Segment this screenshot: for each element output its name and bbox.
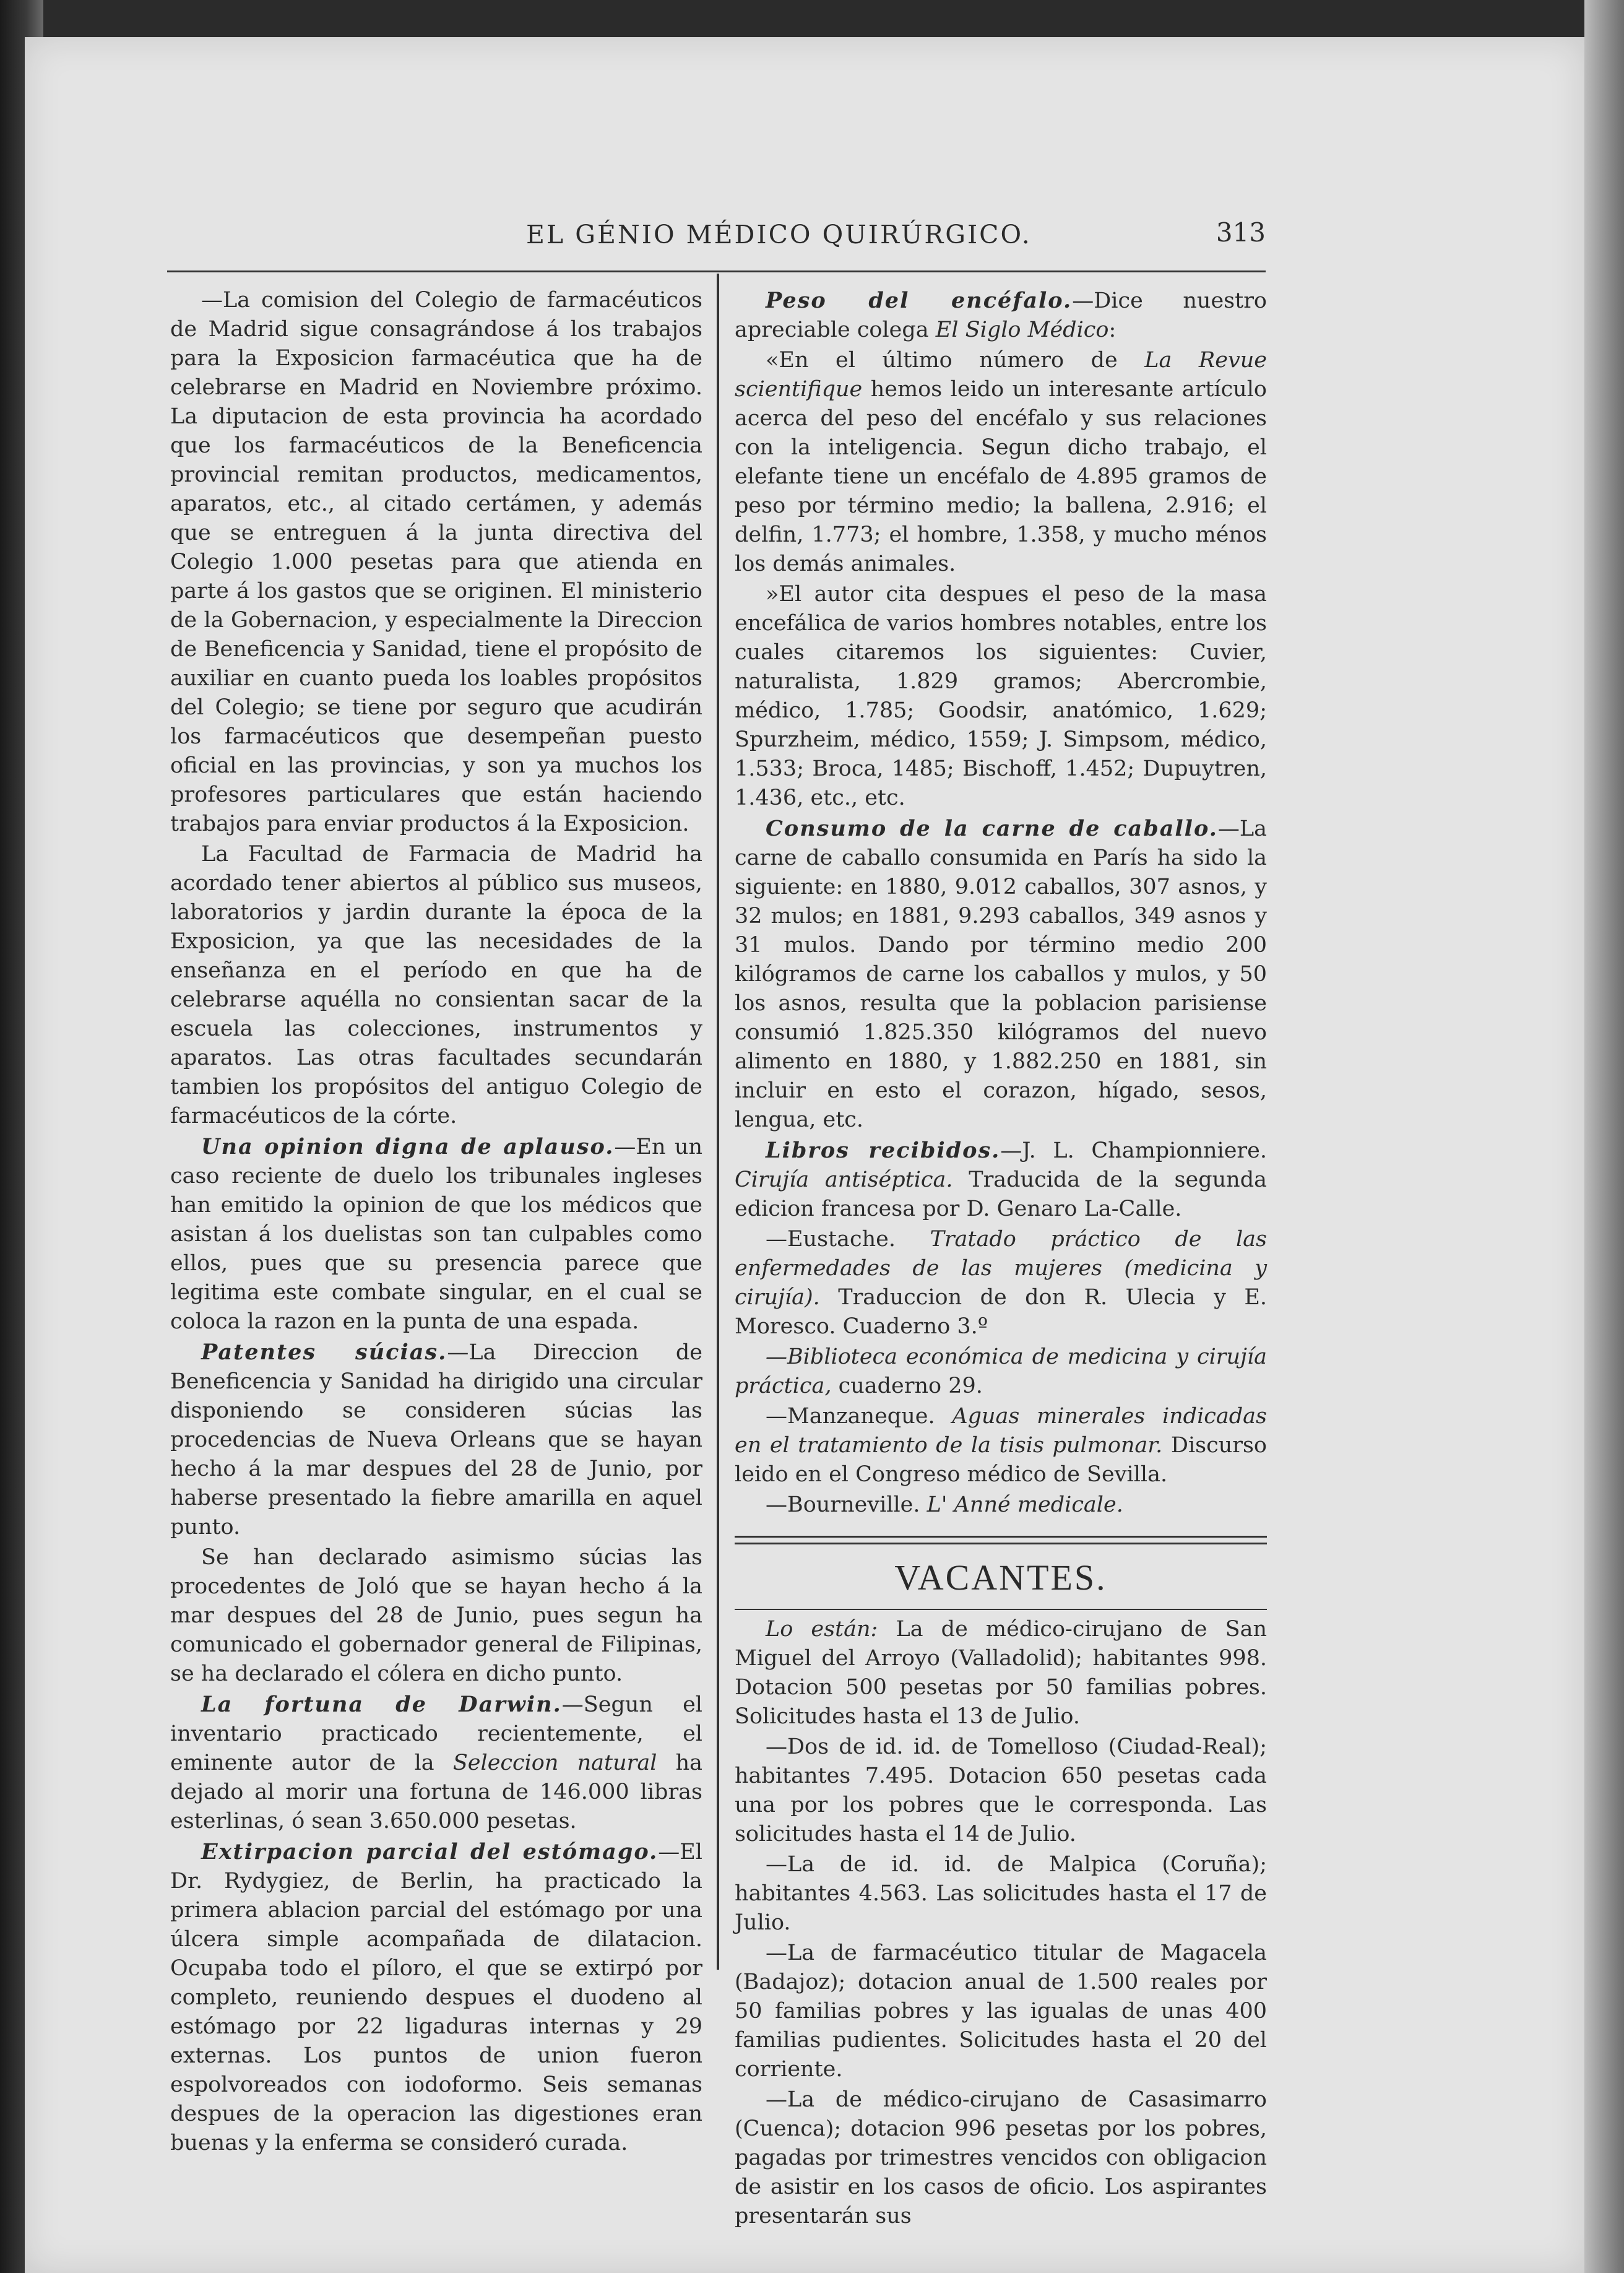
paragraph: —La comision del Colegio de farmacéuticos de Madrid sigue consagrándose á los trabajos para la Exposicion farmacéutica que ha de celebrarse en Madrid en Noviembre próximo. La diputacion de esta provincia ha acordado que los farmacéuticos de la Beneficencia provincial remitan productos, medicamentos, aparatos, etc., al citado certámen, y además que se entreguen á la junta directiva del Colegio 1.000 pesetas para que atienda en parte á los gastos que se originen. El ministerio de la Gobernacion, y especialmente la Direccion de Beneficencia y Sanidad, tiene el propósito de auxiliar en cuanto pueda los loables propósitos del Colegio; se tiene por seguro que acudirán los farmacéuticos que desempeñan puesto oficial en las provincias, y son ya muchos los profesores particulares que están haciendo trabajos para enviar productos á la Exposicion. [170, 288, 702, 836]
page-edge [1584, 0, 1624, 2273]
article-body: —Dice nuestro apreciable colega [735, 288, 1267, 342]
paragraph [735, 1136, 1267, 1224]
article-heading: Una opinion digna de aplauso. [201, 1134, 615, 1159]
paragraph: —La de médico-cirujano de Casasimarro (Cuenca); dotacion 996 pesetas por los pobres, pagadas por trimestres vencidos con obligacion de asistir en los casos de oficio. Los aspirantes presentarán sus [735, 2087, 1267, 2228]
paragraph [735, 1615, 1267, 1731]
section-rule [735, 1609, 1267, 1610]
section-heading-vacantes: VACANTES. [894, 1557, 1107, 1598]
paragraph: Se han declarado asimismo súcias las procedentes de Joló que se hayan hecho á la mar despues del 28 de Junio, pues segun ha comunicado el gobernador general de Filipinas, se ha declarado el cólera en dicho punto. [170, 1545, 702, 1686]
right-column [735, 286, 1267, 2231]
article-body: —La Direccion de Beneficencia y Sanidad ha dirigido una circular disponiendo se consideren súcias las procedencias de Nueva Orleans que se hayan hecho á la mar despues del 28 de Junio, por haberse presentado la fiebre amarilla en aquel punto. [170, 1340, 702, 1539]
article-body: —El Dr. Rydygiez, de Berlin, ha practicado la primera ablacion parcial del estómago por una úlcera simple acompañada de dilatacion. Ocupaba todo el píloro, el que se extirpó por completo, reuniendo despues el duodeno al estómago por 22 ligaduras internas y 29 externas. Los puntos de union fueron espolvoreados con iodoformo. Seis semanas despues de la operacion las digestiones eran buenas y la enferma se consideró curada. [170, 1840, 702, 2155]
article-body: —J. L. Championniere. [1000, 1138, 1267, 1163]
paragraph [735, 1225, 1267, 1341]
section-double-rule [735, 1536, 1267, 1544]
page-number: 313 [1216, 217, 1266, 248]
running-header [167, 214, 1266, 251]
italic-title: L' Anné medicale. [926, 1492, 1123, 1517]
article-body: La de médico-cirujano de San Miguel del Arroyo (Valladolid); habitantes 998. Dotacion 500 pesetas por 50 familias pobres. Solicitudes hasta el 13 de Julio. [735, 1617, 1267, 1729]
paragraph [735, 1343, 1267, 1401]
journal-title: EL GÉNIO MÉDICO QUIRÚRGICO. [526, 220, 1032, 249]
article-body: —Manzaneque. [766, 1404, 952, 1429]
article-heading: La fortuna de Darwin. [201, 1692, 562, 1717]
paragraph [170, 1837, 702, 2158]
italic-title: —Biblioteca económica de medicina y cirujía práctica, [735, 1344, 1267, 1398]
article-body: cuaderno 29. [831, 1374, 983, 1398]
italic-title: El Siglo Médico [935, 318, 1109, 342]
article-heading: Consumo de la carne de caballo. [766, 816, 1218, 841]
article-body: Traducida de la segunda edicion francesa por D. Genaro La-Calle. [735, 1167, 1267, 1221]
article-body: ha dejado al morir una fortuna de 146.000 libras esterlinas, ó sean 3.650.000 pesetas. [170, 1751, 702, 1834]
paragraph [735, 346, 1267, 579]
article-body: —Segun el inventario practicado recientemente, el eminente autor de la [170, 1692, 702, 1775]
article-heading: Patentes súcias. [201, 1340, 447, 1365]
article-heading: Libros recibidos. [766, 1138, 1001, 1163]
column-divider [717, 274, 719, 1970]
article-heading: Extirpacion parcial del estómago. [201, 1839, 659, 1864]
article-body: «En el último número de [766, 348, 1145, 373]
paragraph: —La de farmacéutico titular de Magacela (Badajoz); dotacion anual de 1.500 reales por 50 familias pobres y las igualas de unas 400 familias pudientes. Solicitudes hasta el 20 del corriente. [735, 1941, 1267, 2082]
article-body: —En un caso reciente de duelo los tribunales ingleses han emitido la opinion de que los médicos que asistan á los duelistas son tan culpables como ellos, pues que su presencia parece que legitima este combate singular, en el cual se coloca la razon en la punta de una espada. [170, 1135, 702, 1334]
paragraph [170, 1132, 702, 1336]
header-rule [167, 271, 1266, 272]
paragraph [735, 814, 1267, 1135]
article-body: Discurso leido en el Congreso médico de Sevilla. [735, 1433, 1268, 1487]
article-body: —Eustache. [766, 1227, 930, 1252]
article-body: —Bourneville. [766, 1492, 927, 1517]
article-body: : [1108, 318, 1116, 342]
paragraph: »El autor cita despues el peso de la masa encefálica de varios hombres notables, entre los cuales citaremos los siguientes: Cuvier, naturalista, 1.829 gramos; Abercrombie, médico, 1.785; Goodsir, anatómico, 1.629; Spurzheim, médico, 1559; J. Simpsom, médico, 1.533; Broca, 1485; Bischoff, 1.452; Dupuytren, 1.436, etc., etc. [735, 582, 1267, 810]
italic-lead: Lo están: [766, 1617, 878, 1642]
paragraph: La Facultad de Farmacia de Madrid ha acordado tener abiertos al público sus museos, laboratorios y jardin durante la época de la Exposicion, ya que las necesidades de la enseñanza en el período en que ha de celebrarse aquélla no consientan sacar de la escuela las colecciones, instrumentos y aparatos. Las otras facultades secundarán tambien los propósitos del antiguo Colegio de farmacéuticos de la córte. [170, 842, 702, 1128]
italic-title: Aguas minerales indicadas en el tratamiento de la tisis pulmonar. [735, 1404, 1267, 1458]
paragraph [735, 1402, 1267, 1489]
paragraph [170, 1338, 702, 1542]
italic-title: Seleccion natural [452, 1751, 657, 1775]
italic-title: Tratado práctico de las enfermedades de las mujeres (medicina y cirujía). [735, 1227, 1267, 1310]
paragraph: —Dos de id. id. de Tomelloso (Ciudad-Real); habitantes 7.495. Dotacion 650 pesetas cada una por los pobres que le corresponda. Las solicitudes hasta el 14 de Julio. [735, 1734, 1267, 1847]
article-body: Traduccion de don R. Ulecia y E. Moresco. Cuaderno 3.º [735, 1285, 1267, 1339]
paragraph: —La de id. id. de Malpica (Coruña); habitantes 4.563. Las solicitudes hasta el 17 de Julio. [735, 1852, 1267, 1935]
paragraph [170, 1690, 702, 1836]
italic-title: Cirujía antiséptica. [735, 1167, 953, 1192]
article-body: —La carne de caballo consumida en París ha sido la siguiente: en 1880, 9.012 caballos, 307 asnos, y 32 mulos; en 1881, 9.293 caballos, 349 asnos y 31 mulos. Dando por término medio 200 kilógramos de carne los caballos y mulos, y 50 los asnos, resulta que la poblacion parisiense consumió 1.825.350 kilógramos del nuevo alimento en 1880, y 1.882.250 en 1881, sin incluir en esto el corazon, hígado, sesos, lengua, etc. [735, 816, 1267, 1132]
article-body: hemos leido un interesante artículo acerca del peso del encéfalo y sus relaciones con la inteligencia. Segun dicho trabajo, el elefante tiene un encéfalo de 4.895 gramos de peso por término medio; la ballena, 2.916; el delfin, 1.773; el hombre, 1.358, y mucho ménos los demás animales. [735, 377, 1267, 576]
article-heading: Peso del encéfalo. [766, 288, 1073, 313]
paragraph [735, 1491, 1267, 1520]
left-column [170, 286, 702, 2158]
paragraph [735, 286, 1267, 345]
italic-title: La Revue scientifique [735, 348, 1268, 402]
